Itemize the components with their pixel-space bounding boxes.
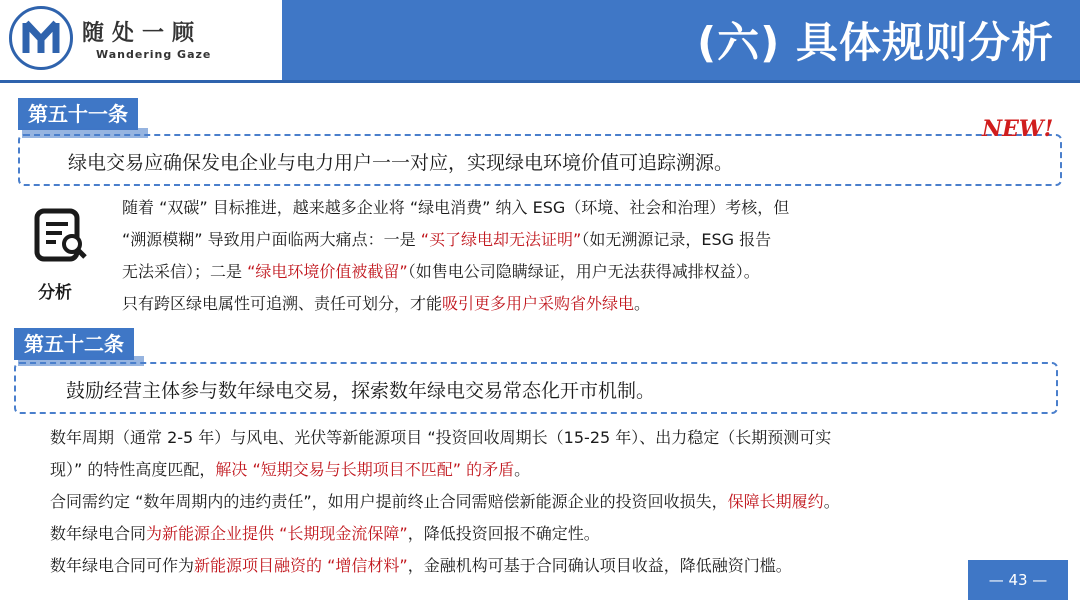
details-line-3 (50, 486, 840, 518)
details-line-3-text-b: 。 (823, 492, 840, 511)
analysis-line-1 (122, 192, 789, 224)
logo-english-name: Wandering Gaze (96, 48, 212, 61)
analysis-document-icon (34, 208, 90, 264)
details-line-5-text-b: ，金融机构可基于合同确认项目收益，降低融资门槛。 (407, 556, 792, 575)
analysis-line-3-text-a: 无法采信）；二是 (122, 262, 248, 281)
details-line-4-highlight: 为新能源企业提供 “长期现金流保障” (146, 524, 408, 543)
details-line-4-text-b: ，降低投资回报不确定性。 (407, 524, 600, 543)
analysis-line-2 (122, 224, 771, 256)
analysis-line-1-text: 随着 “双碳” 目标推进，越来越多企业将 “绿电消费” 纳入 ESG（环境、社会和治理）考核，但 (122, 198, 790, 217)
analysis-line-4 (122, 288, 650, 320)
analysis-line-2-text-b: （如无溯源记录，ESG 报告 (581, 230, 772, 249)
details-line-2-text-a: 现）” 的特性高度匹配， (50, 460, 216, 479)
page-title: (六) 具体规则分析 (696, 18, 1054, 67)
analysis-line-2-text-a: “溯源模糊” 导致用户面临两大痛点：一是 (122, 230, 421, 249)
analysis-label: 分析 (38, 283, 72, 303)
analysis-line-3-highlight: “绿电环境价值被截留” (247, 262, 408, 281)
details-line-1-text: 数年周期（通常 2-5 年）与风电、光伏等新能源项目 “投资回收周期长（15-25 年）、出力稳定（长期预测可实 (50, 428, 832, 447)
logo-icon (9, 6, 73, 70)
details-line-2-text-b: 。 (514, 460, 531, 479)
details-line-3-text-a: 合同需约定 “数年周期内的违约责任”，如用户提前终止合同需赔偿新能源企业的投资回收损失， (50, 492, 728, 511)
header-divider (0, 80, 1080, 83)
article-52-text: 鼓励经营主体参与数年绿电交易，探索数年绿电交易常态化开市机制。 (66, 380, 656, 402)
logo-chinese-name: 随处一顾 (82, 21, 203, 46)
details-line-4 (50, 518, 600, 550)
analysis-line-3 (122, 256, 760, 288)
details-line-2 (50, 454, 530, 486)
details-line-1 (50, 422, 831, 454)
analysis-line-2-highlight: “买了绿电却无法证明” (420, 230, 582, 249)
analysis-line-4-text-a: 只有跨区绿电属性可追溯、责任可划分，才能 (122, 294, 443, 313)
details-line-3-highlight: 保障长期履约 (727, 492, 824, 511)
details-line-5-text-a: 数年绿电合同可作为 (50, 556, 195, 575)
analysis-line-3-text-b: （如售电公司隐瞒绿证，用户无法获得减排权益）。 (407, 262, 760, 281)
details-line-2-highlight: 解决 “短期交易与长期项目不匹配” 的矛盾 (215, 460, 515, 479)
details-line-5-highlight: 新能源项目融资的 “增信材料” (194, 556, 408, 575)
analysis-line-4-text-b: 。 (634, 294, 651, 313)
details-line-4-text-a: 数年绿电合同 (50, 524, 147, 543)
analysis-line-4-highlight: 吸引更多用户采购省外绿电 (442, 294, 635, 313)
article-51-text: 绿电交易应确保发电企业与电力用户一一对应，实现绿电环境价值可追踪溯源。 (68, 152, 734, 174)
page-number: — 43 — (968, 560, 1068, 600)
header-bar (282, 0, 1080, 80)
new-badge: NEW! (982, 116, 1054, 142)
article-52-tag: 第五十二条 (14, 328, 134, 360)
article-51-tag: 第五十一条 (18, 98, 138, 130)
details-line-5 (50, 550, 792, 582)
